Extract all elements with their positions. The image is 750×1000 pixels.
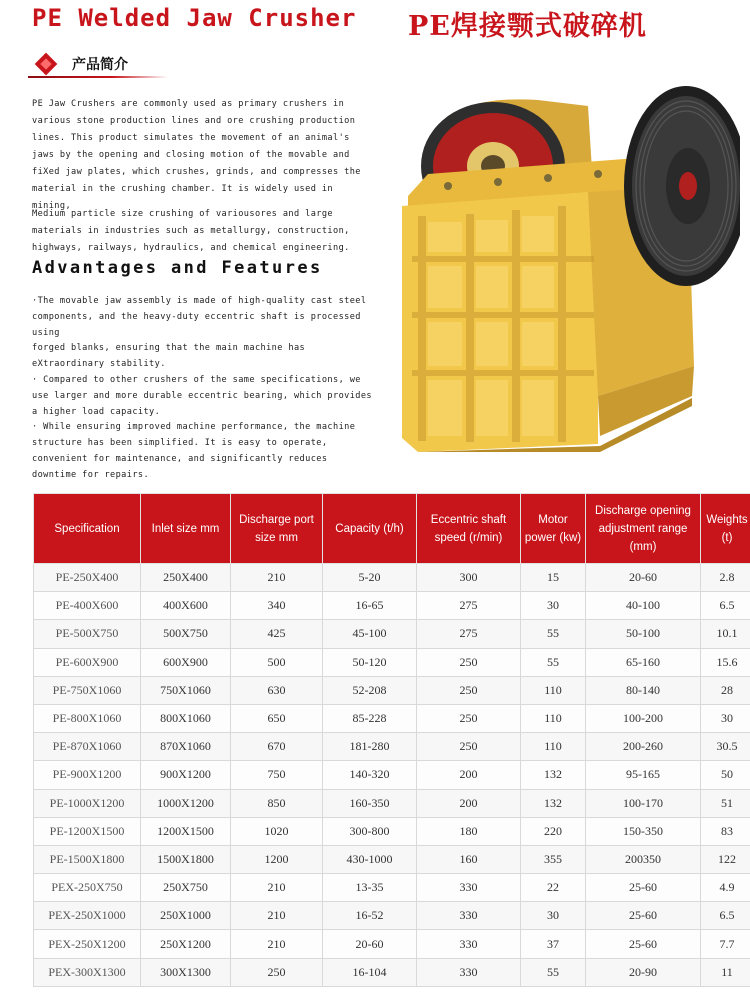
table-cell: 425 bbox=[231, 620, 323, 648]
table-cell: 330 bbox=[417, 902, 521, 930]
feature-line: convenient for maintenance, and significantly reduces bbox=[32, 453, 328, 464]
table-cell: 430-1000 bbox=[323, 845, 417, 873]
table-cell-model: PEX-250X1000 bbox=[34, 902, 141, 930]
table-cell: 750 bbox=[231, 761, 323, 789]
table-cell: 250X1200 bbox=[141, 930, 231, 958]
text-line: various stone production lines and ore crushing production bbox=[32, 116, 356, 126]
table-cell: 30 bbox=[521, 902, 586, 930]
table-cell: 15.6 bbox=[701, 648, 750, 676]
table-cell: 4.9 bbox=[701, 874, 750, 902]
table-cell: 355 bbox=[521, 845, 586, 873]
table-cell: 50-120 bbox=[323, 648, 417, 676]
table-cell: 210 bbox=[231, 902, 323, 930]
text-line: lines. This product simulates the movement of an animal's bbox=[32, 133, 350, 143]
table-cell: 275 bbox=[417, 592, 521, 620]
table-cell: 1500X1800 bbox=[141, 845, 231, 873]
table-row bbox=[34, 930, 750, 958]
feature-line: · While ensuring improved machine performance, the machine bbox=[32, 422, 356, 433]
table-cell: 16-104 bbox=[323, 958, 417, 986]
table-cell: 1020 bbox=[231, 817, 323, 845]
text-line: highways, railways, hydraulics, and chemical engineering. bbox=[32, 243, 350, 253]
table-cell: 132 bbox=[521, 761, 586, 789]
table-cell: 28 bbox=[701, 676, 750, 704]
table-cell: 52-208 bbox=[323, 676, 417, 704]
table-row bbox=[34, 902, 750, 930]
table-row bbox=[34, 733, 750, 761]
table-cell: 15 bbox=[521, 564, 586, 592]
table-row bbox=[34, 874, 750, 902]
table-cell: 750X1060 bbox=[141, 676, 231, 704]
intro-heading-label: 产品简介 bbox=[72, 57, 128, 73]
table-cell: 200-260 bbox=[586, 733, 701, 761]
table-cell-model: PE-1200X1500 bbox=[34, 817, 141, 845]
table-cell-model: PE-870X1060 bbox=[34, 733, 141, 761]
table-cell: 110 bbox=[521, 704, 586, 732]
text-line: jaws by the opening and closing motion of the movable and bbox=[32, 150, 350, 160]
table-cell: 200350 bbox=[586, 845, 701, 873]
table-cell: 40-100 bbox=[586, 592, 701, 620]
table-cell: 250 bbox=[417, 676, 521, 704]
table-cell: 250 bbox=[417, 733, 521, 761]
table-cell: 132 bbox=[521, 789, 586, 817]
table-cell: 500 bbox=[231, 648, 323, 676]
table-cell: 95-165 bbox=[586, 761, 701, 789]
header-motor-power: Motor power (kw) bbox=[521, 494, 586, 564]
table-cell: 16-65 bbox=[323, 592, 417, 620]
table-cell: 210 bbox=[231, 930, 323, 958]
table-cell: 25-60 bbox=[586, 930, 701, 958]
table-cell: 30 bbox=[701, 704, 750, 732]
title-chinese: PE焊接颚式破碎机 bbox=[408, 11, 647, 42]
header-specification: Specification bbox=[34, 494, 141, 564]
table-cell: 7.7 bbox=[701, 930, 750, 958]
table-cell: 50 bbox=[701, 761, 750, 789]
table-cell: 55 bbox=[521, 958, 586, 986]
table-row bbox=[34, 958, 750, 986]
header-capacity: Capacity (t/h) bbox=[323, 494, 417, 564]
table-cell: 210 bbox=[231, 874, 323, 902]
table-cell: 11 bbox=[701, 958, 750, 986]
intro-paragraph-1 bbox=[32, 96, 372, 215]
intro-heading bbox=[28, 50, 178, 80]
table-cell: 50-100 bbox=[586, 620, 701, 648]
table-cell: 25-60 bbox=[586, 902, 701, 930]
header-eccentric-shaft-speed: Eccentric shaft speed (r/min) bbox=[417, 494, 521, 564]
table-cell: 900X1200 bbox=[141, 761, 231, 789]
feature-line: forged blanks, ensuring that the main machine has bbox=[32, 343, 306, 354]
table-cell: 55 bbox=[521, 648, 586, 676]
table-cell: 140-320 bbox=[323, 761, 417, 789]
table-cell: 670 bbox=[231, 733, 323, 761]
table-cell: 200 bbox=[417, 761, 521, 789]
table-cell: 330 bbox=[417, 930, 521, 958]
table-cell-model: PE-600X900 bbox=[34, 648, 141, 676]
table-cell: 330 bbox=[417, 874, 521, 902]
intro-paragraph-2 bbox=[32, 206, 372, 257]
table-cell-model: PE-1500X1800 bbox=[34, 845, 141, 873]
table-cell-model: PEX-300X1300 bbox=[34, 958, 141, 986]
table-header-row bbox=[34, 494, 750, 564]
header-discharge-port-size: Discharge port size mm bbox=[231, 494, 323, 564]
table-cell: 25-60 bbox=[586, 874, 701, 902]
table-cell-model: PEX-250X1200 bbox=[34, 930, 141, 958]
feature-line: downtime for repairs. bbox=[32, 469, 150, 480]
table-cell: 1200 bbox=[231, 845, 323, 873]
table-body bbox=[34, 564, 750, 987]
table-cell: 100-200 bbox=[586, 704, 701, 732]
table-cell: 20-60 bbox=[323, 930, 417, 958]
feature-line: ·The movable jaw assembly is made of high-quality cast steel bbox=[32, 296, 367, 306]
table-cell: 870X1060 bbox=[141, 733, 231, 761]
table-cell: 5-20 bbox=[323, 564, 417, 592]
table-cell: 150-350 bbox=[586, 817, 701, 845]
feature-line: using bbox=[32, 327, 60, 338]
table-cell: 45-100 bbox=[323, 620, 417, 648]
table-cell: 850 bbox=[231, 789, 323, 817]
features-list bbox=[32, 294, 372, 484]
feature-line: components, and the heavy-duty eccentric shaft is processed bbox=[32, 311, 361, 322]
table-cell: 6.5 bbox=[701, 592, 750, 620]
table-cell: 1200X1500 bbox=[141, 817, 231, 845]
table-cell: 340 bbox=[231, 592, 323, 620]
table-row bbox=[34, 817, 750, 845]
table-cell: 250X400 bbox=[141, 564, 231, 592]
table-cell: 300-800 bbox=[323, 817, 417, 845]
table-cell: 250X750 bbox=[141, 874, 231, 902]
table-cell: 51 bbox=[701, 789, 750, 817]
table-row bbox=[34, 676, 750, 704]
table-cell: 110 bbox=[521, 676, 586, 704]
table-cell: 160 bbox=[417, 845, 521, 873]
table-row bbox=[34, 592, 750, 620]
feature-line: · Compared to other crushers of the same specifications, we bbox=[32, 374, 361, 385]
table-cell: 10.1 bbox=[701, 620, 750, 648]
feature-line: use larger and more durable eccentric bearing, which provides bbox=[32, 390, 373, 401]
table-cell-model: PE-250X400 bbox=[34, 564, 141, 592]
table-cell-model: PE-900X1200 bbox=[34, 761, 141, 789]
text-line: material in the crushing chamber. It is widely used in mining, bbox=[32, 184, 333, 211]
table-cell: 250 bbox=[231, 958, 323, 986]
table-cell: 275 bbox=[417, 620, 521, 648]
title-english: PE Welded Jaw Crusher bbox=[32, 4, 357, 32]
table-cell: 22 bbox=[521, 874, 586, 902]
header-inlet-size: Inlet size mm bbox=[141, 494, 231, 564]
table-row bbox=[34, 648, 750, 676]
table-cell: 20-90 bbox=[586, 958, 701, 986]
table-row bbox=[34, 845, 750, 873]
table-row bbox=[34, 789, 750, 817]
table-cell: 1000X1200 bbox=[141, 789, 231, 817]
table-cell: 37 bbox=[521, 930, 586, 958]
table-cell: 83 bbox=[701, 817, 750, 845]
table-cell-model: PE-500X750 bbox=[34, 620, 141, 648]
table-cell: 100-170 bbox=[586, 789, 701, 817]
feature-line: a higher load capacity. bbox=[32, 406, 161, 417]
table-row bbox=[34, 620, 750, 648]
table-cell: 300X1300 bbox=[141, 958, 231, 986]
jaw-crusher-photo bbox=[388, 66, 740, 452]
table-cell: 210 bbox=[231, 564, 323, 592]
table-cell-model: PE-400X600 bbox=[34, 592, 141, 620]
table-cell: 500X750 bbox=[141, 620, 231, 648]
table-cell: 250X1000 bbox=[141, 902, 231, 930]
table-cell: 55 bbox=[521, 620, 586, 648]
table-cell: 80-140 bbox=[586, 676, 701, 704]
table-cell-model: PE-800X1060 bbox=[34, 704, 141, 732]
table-cell: 110 bbox=[521, 733, 586, 761]
table-cell: 600X900 bbox=[141, 648, 231, 676]
table-row bbox=[34, 564, 750, 592]
text-line: materials in industries such as metallurgy, construction, bbox=[32, 226, 350, 236]
table-cell: 20-60 bbox=[586, 564, 701, 592]
table-cell: 6.5 bbox=[701, 902, 750, 930]
specifications-table bbox=[33, 493, 750, 987]
table-row bbox=[34, 761, 750, 789]
table-row bbox=[34, 704, 750, 732]
table-cell: 2.8 bbox=[701, 564, 750, 592]
table-cell: 181-280 bbox=[323, 733, 417, 761]
table-cell: 400X600 bbox=[141, 592, 231, 620]
table-cell: 300 bbox=[417, 564, 521, 592]
table-cell: 250 bbox=[417, 704, 521, 732]
table-cell: 65-160 bbox=[586, 648, 701, 676]
text-line: fiXed jaw plates, which crushes, grinds, and compresses the bbox=[32, 167, 361, 177]
feature-line: structure has been simplified. It is easy to operate, bbox=[32, 438, 328, 449]
table-cell: 200 bbox=[417, 789, 521, 817]
table-cell: 160-350 bbox=[323, 789, 417, 817]
table-cell: 630 bbox=[231, 676, 323, 704]
table-cell: 122 bbox=[701, 845, 750, 873]
table-cell: 800X1060 bbox=[141, 704, 231, 732]
table-cell: 650 bbox=[231, 704, 323, 732]
table-cell: 30.5 bbox=[701, 733, 750, 761]
table-cell: 85-228 bbox=[323, 704, 417, 732]
text-line: PE Jaw Crushers are commonly used as primary crushers in bbox=[32, 99, 345, 109]
table-cell: 30 bbox=[521, 592, 586, 620]
table-cell: 180 bbox=[417, 817, 521, 845]
table-cell: 220 bbox=[521, 817, 586, 845]
table-cell: 330 bbox=[417, 958, 521, 986]
advantages-title: Advantages and Features bbox=[32, 258, 323, 278]
table-cell-model: PEX-250X750 bbox=[34, 874, 141, 902]
heading-underline bbox=[28, 76, 168, 78]
header-discharge-adjustment-range: Discharge opening adjustment range (mm) bbox=[586, 494, 701, 564]
table-cell: 250 bbox=[417, 648, 521, 676]
feature-line: eXtraordinary stability. bbox=[32, 359, 166, 370]
table-cell: 16-52 bbox=[323, 902, 417, 930]
table-cell-model: PE-750X1060 bbox=[34, 676, 141, 704]
header-weights: Weights (t) bbox=[701, 494, 750, 564]
text-line: Medium particle size crushing of variousores and large bbox=[32, 209, 333, 219]
table-cell: 13-35 bbox=[323, 874, 417, 902]
table-cell-model: PE-1000X1200 bbox=[34, 789, 141, 817]
